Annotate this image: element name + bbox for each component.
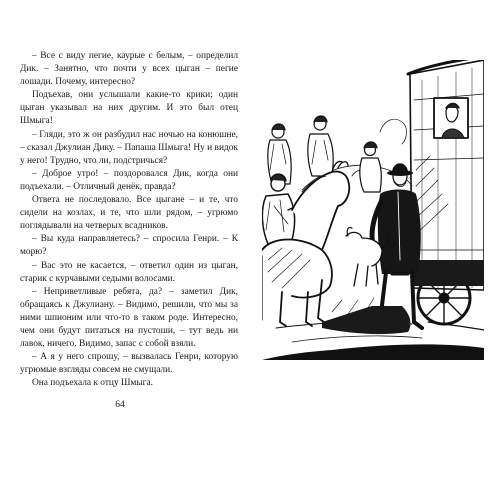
caravan-wagon xyxy=(408,60,484,324)
ground-shadows xyxy=(262,298,484,360)
paragraph: Ответа не последовало. Все цыгане – и те, что сидели на козлах, и те, что шли рядом, – угрюмо поглядывали на четверых всадников. xyxy=(20,195,238,232)
paragraph: – Неприветливые ребята, да? – заметил Дик, обращаясь к Джулиану. – Видимо, решили, что мы за ними шпионим или что-то в таком роде. Интересно, чем они будут питаться на пустоши, – тут ведь ни лавок, ничего. Видимо, запас с собой взяли. xyxy=(20,286,238,350)
paragraph: – Гляди, это ж он разбудил нас ночью на конюшне, – сказал Джулиан Дику. – Папаша Шмыга! Ну и видок у него! Трудно, что ли, подстричься? xyxy=(20,129,238,166)
text-page xyxy=(20,50,238,390)
paragraph: Она подъехала к отцу Шмыга. xyxy=(32,378,154,389)
illustration-riders-and-gypsy xyxy=(262,60,484,360)
paragraph: – А я у него спрошу, – вызвалась Генри, которую угрюмые взгляды совсем не смущали. xyxy=(20,352,238,376)
paragraph: – Все с виду пегие, каурые с белым, – определил Дик. – Занятно, что почти у всех цыган – пегие лошади. Почему, интересно? xyxy=(20,51,238,88)
paragraph: Подъехав, они услышали какие-то крики; один цыган указывал на них другим. И это был отец Шмыга! xyxy=(20,90,238,127)
paragraph: – Вас это не касается, – ответил один из цыган, старик с курчавыми седыми волосами. xyxy=(20,260,238,284)
page-number: 64 xyxy=(115,400,125,410)
paragraph: – Вы куда направляетесь? – спросила Генри. – К морю? xyxy=(20,234,238,258)
paragraph: – Доброе утро! – поздоровался Дик, когда они подъехали. – Отличный денёк, правда? xyxy=(20,168,238,192)
